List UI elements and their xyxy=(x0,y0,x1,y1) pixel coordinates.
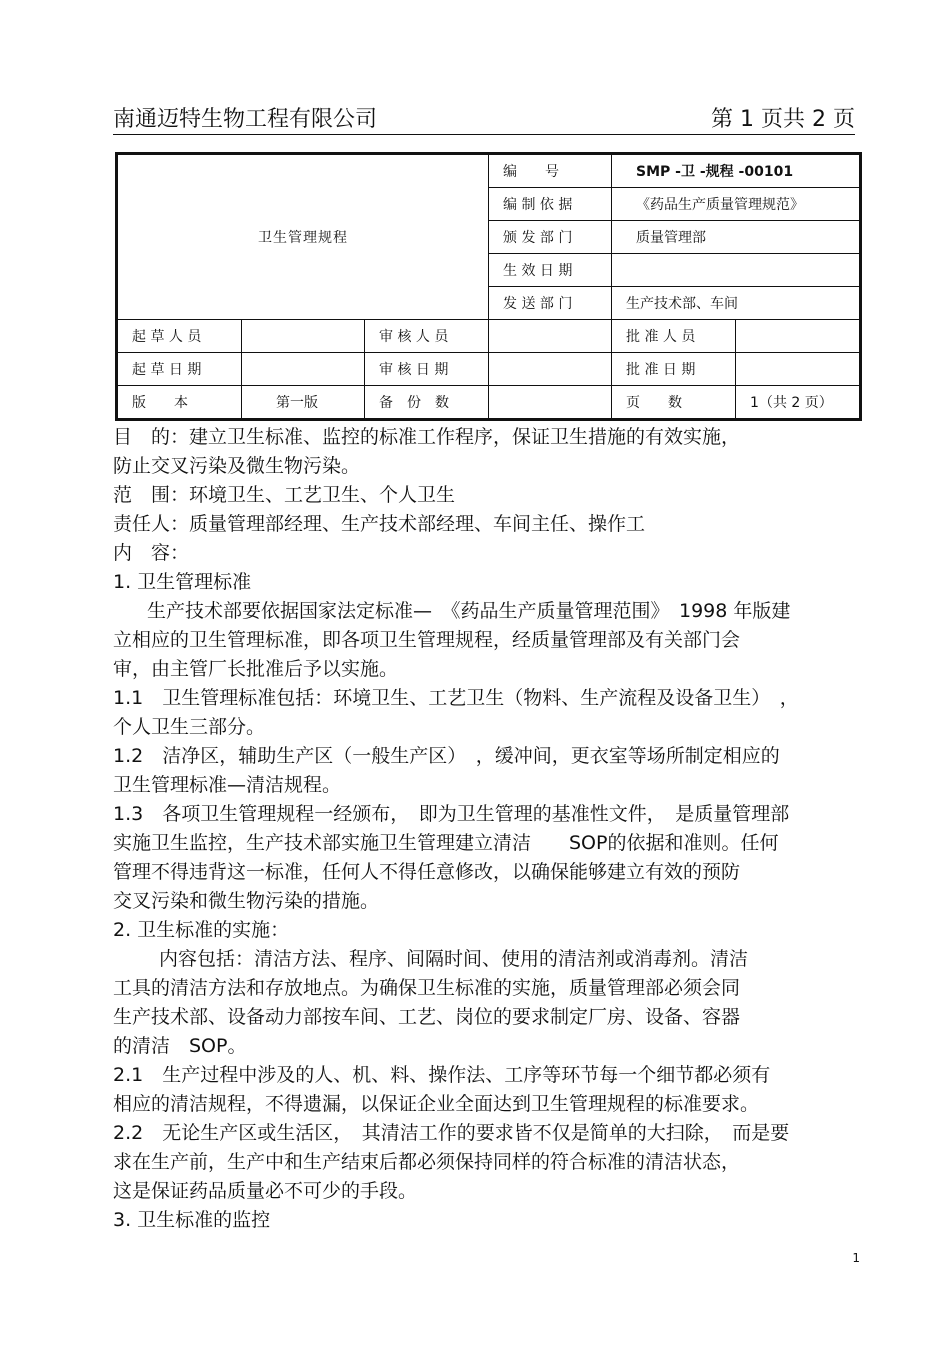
field-value-issuer: 质量管理部 xyxy=(612,221,861,254)
field-label-number: 编 号 xyxy=(489,154,612,188)
text-line: 管理不得违背这一标准，任何人不得任意修改，以确保能够建立有效的预防 xyxy=(113,861,741,883)
page-number: 1 xyxy=(852,1251,860,1265)
value-pages: 1（共 2 页） xyxy=(736,386,861,420)
text-line: 生产技术部、设备动力部按车间、工艺、岗位的要求制定厂房、设备、容器 xyxy=(113,1006,741,1028)
field-label-issuer: 颁 发 部 门 xyxy=(489,221,612,254)
text-line: 这是保证药品质量必不可少的手段。 xyxy=(113,1180,418,1202)
value-drafter xyxy=(242,320,365,353)
text-line: 生产技术部要依据国家法定标准— 《药品生产质量管理范围》 1998 年版建 xyxy=(147,600,791,622)
text-line: 内容包括：清洁方法、程序、间隔时间、使用的清洁剂或消毒剂。清洁 xyxy=(159,948,749,970)
text-line: 工具的清洁方法和存放地点。为确保卫生标准的实施，质量管理部必须会同 xyxy=(113,977,741,999)
text-line: 内 容： xyxy=(113,542,190,564)
field-label-effective-date: 生 效 日 期 xyxy=(489,254,612,287)
label-copies: 备 份 数 xyxy=(365,386,489,420)
field-value-basis: 《药品生产质量管理规范》 xyxy=(612,188,861,221)
document-title: 卫生管理规程 xyxy=(117,154,489,320)
text-line: 目 的：建立卫生标准、监控的标准工作程序，保证卫生措施的有效实施， xyxy=(113,426,741,448)
value-copies xyxy=(489,386,612,420)
value-draft-date xyxy=(242,353,365,386)
section-heading: 1. 卫生管理标准 xyxy=(113,571,252,593)
text-line: 责任人：质量管理部经理、生产技术部经理、车间主任、操作工 xyxy=(113,513,646,535)
text-line: 2.1 生产过程中涉及的人、机、料、操作法、工序等环节每一个细节都必须有 xyxy=(113,1064,771,1086)
field-value-effective-date xyxy=(612,254,861,287)
value-version: 第一版 xyxy=(242,386,365,420)
value-approver xyxy=(736,320,861,353)
page-header xyxy=(113,100,855,135)
text-line: 1.2 洁净区，辅助生产区（一般生产区） ，缓冲间，更衣室等场所制定相应的 xyxy=(113,745,780,767)
value-review-date xyxy=(489,353,612,386)
label-pages: 页 数 xyxy=(612,386,736,420)
text-line: 卫生管理标准—清洁规程。 xyxy=(113,774,342,796)
text-line: 求在生产前，生产中和生产结束后都必须保持同样的符合标准的清洁状态， xyxy=(113,1151,741,1173)
value-approve-date xyxy=(736,353,861,386)
text-line: 1.3 各项卫生管理规程一经颁布， 即为卫生管理的基准性文件， 是质量管理部 xyxy=(113,803,790,825)
label-approver: 批 准 人 员 xyxy=(612,320,736,353)
company-name: 南通迈特生物工程有限公司 xyxy=(113,107,378,132)
section-heading: 3. 卫生标准的监控 xyxy=(113,1209,271,1231)
text-line: 防止交叉污染及微生物污染。 xyxy=(113,455,361,477)
text-line: 的清洁 SOP。 xyxy=(113,1035,247,1057)
label-draft-date: 起 草 日 期 xyxy=(117,353,242,386)
label-version: 版 本 xyxy=(117,386,242,420)
label-reviewer: 审 核 人 员 xyxy=(365,320,489,353)
section-heading: 2. 卫生标准的实施： xyxy=(113,919,290,941)
text-line: 审，由主管厂长批准后予以实施。 xyxy=(113,658,399,680)
document-meta-table xyxy=(115,152,862,421)
text-line: 2.2 无论生产区或生活区， 其清洁工作的要求皆不仅是简单的大扫除， 而是要 xyxy=(113,1122,790,1144)
field-label-recipients: 发 送 部 门 xyxy=(489,287,612,320)
text-line: 1.1 卫生管理标准包括：环境卫生、工艺卫生（物料、生产流程及设备卫生） ， xyxy=(113,687,799,709)
text-line: 立相应的卫生管理标准，即各项卫生管理规程，经质量管理部及有关部门会 xyxy=(113,629,741,651)
document-body xyxy=(113,423,859,1235)
label-approve-date: 批 准 日 期 xyxy=(612,353,736,386)
label-review-date: 审 核 日 期 xyxy=(365,353,489,386)
field-value-recipients: 生产技术部、车间 xyxy=(612,287,861,320)
field-value-number: SMP -卫 -规程 -00101 xyxy=(612,154,861,188)
field-label-basis: 编 制 依 据 xyxy=(489,188,612,221)
text-line: 范 围：环境卫生、工艺卫生、个人卫生 xyxy=(113,484,456,506)
text-line: 实施卫生监控，生产技术部实施卫生管理建立清洁 SOP的依据和准则。任何 xyxy=(113,832,779,854)
text-line: 个人卫生三部分。 xyxy=(113,716,266,738)
text-line: 相应的清洁规程，不得遗漏，以保证企业全面达到卫生管理规程的标准要求。 xyxy=(113,1093,760,1115)
page-info: 第 1 页共 2 页 xyxy=(711,107,855,132)
value-reviewer xyxy=(489,320,612,353)
text-line: 交叉污染和微生物污染的措施。 xyxy=(113,890,380,912)
label-drafter: 起 草 人 员 xyxy=(117,320,242,353)
